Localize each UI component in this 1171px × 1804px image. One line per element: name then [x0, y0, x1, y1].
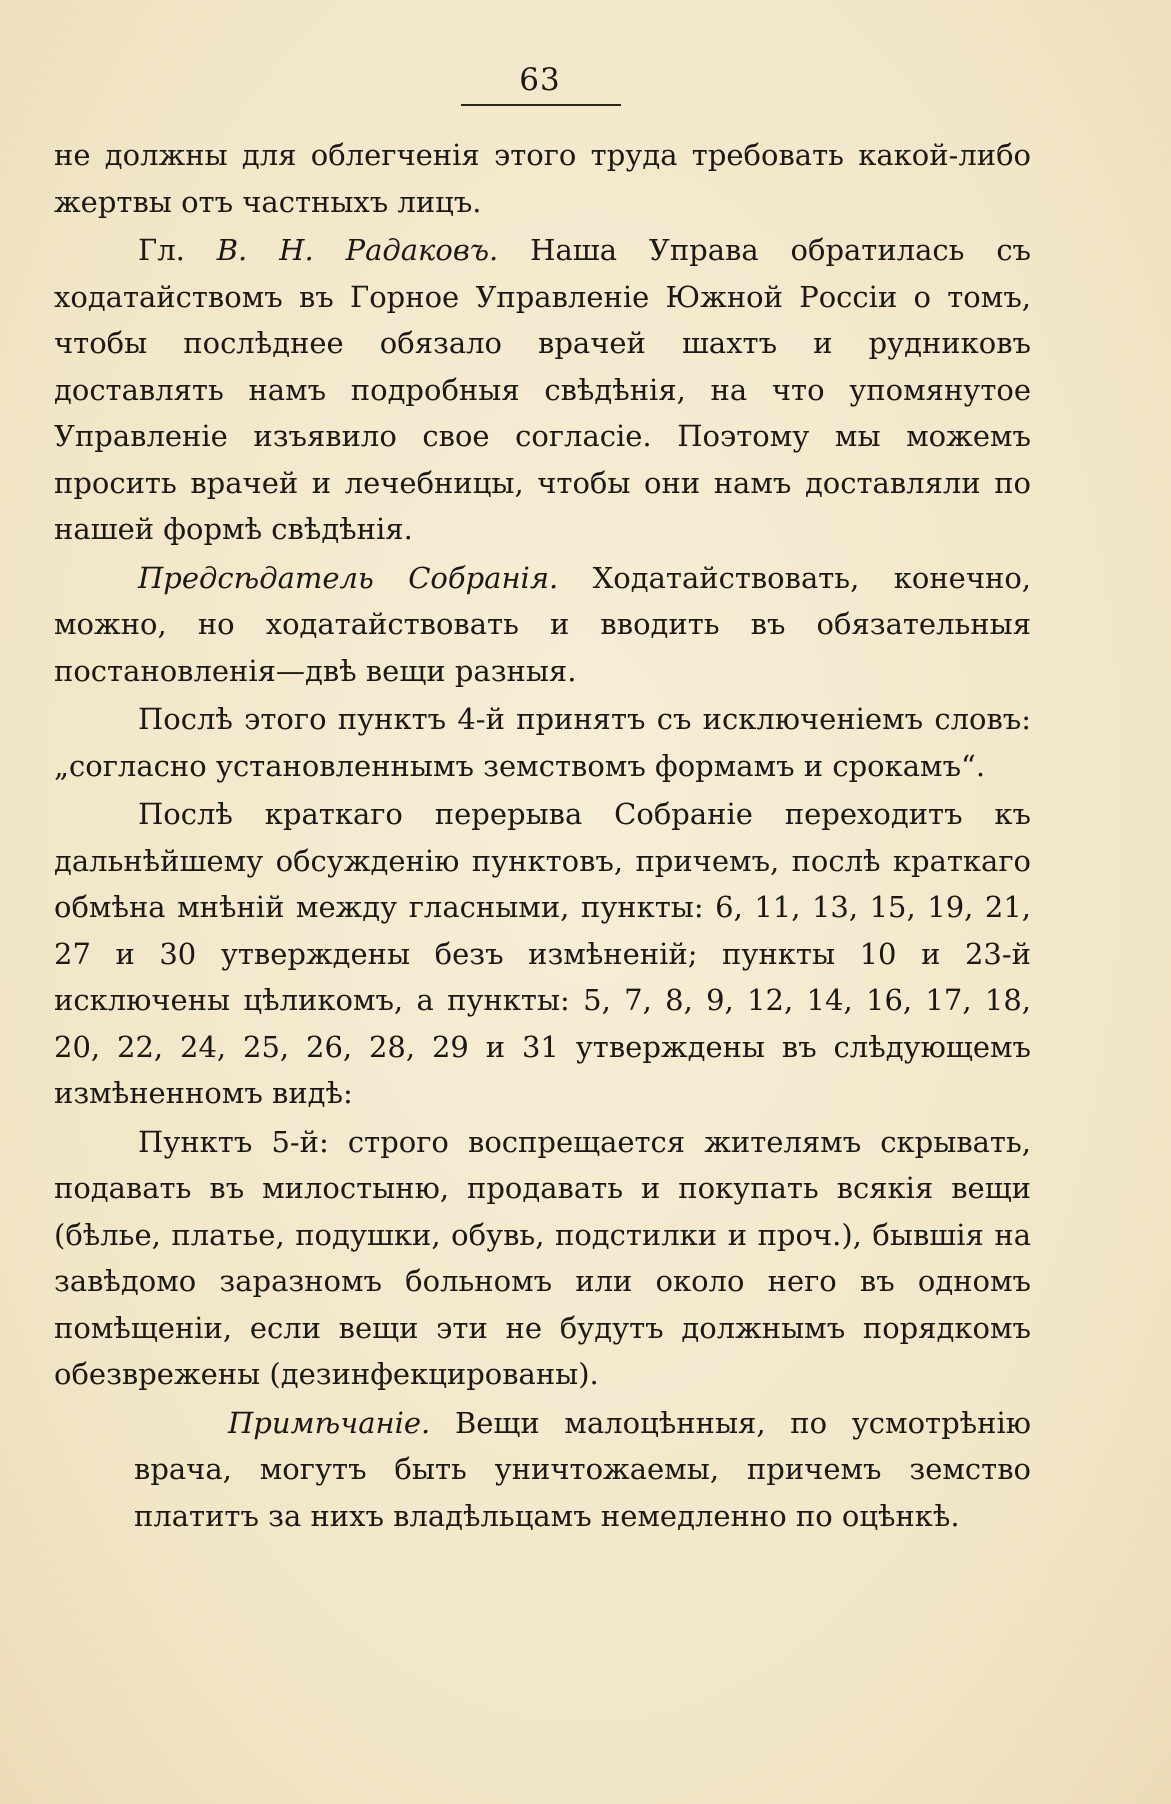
paragraph-text: Пунктъ 5-й: строго воспрещается жителямъ скрывать, подавать въ милостыню, продавать и покупать всякія вещи (бѣлье, платье, подушки, обувь, подстилки и проч.), бывшія на завѣдомо заразномъ больномъ или около него въ одномъ помѣщеніи, если вещи эти не будутъ должнымъ порядкомъ обезврежены (дезинфекцированы). [54, 1124, 1031, 1391]
paragraph-point-4 [54, 696, 1031, 789]
speaker-name: Предсѣдатель Собранія. [138, 560, 559, 595]
paragraph-text: Ходатайствовать, конечно, можно, но ходатайствовать и вводить въ обязательныя постановленія—двѣ вещи разныя. [54, 560, 1031, 688]
paragraph-chairman [54, 555, 1031, 695]
page-number: 63 [519, 62, 561, 98]
paragraph-text: Послѣ краткаго перерыва Собраніе переходитъ къ дальнѣйшему обсужденію пунктовъ, причемъ, послѣ краткаго обмѣна мнѣній между гласными, пункты: 6, 11, 13, 15, 19, 21, 27 и 30 утверждены безъ измѣненій; пункты 10 и 23-й исключены цѣликомъ, а пункты: 5, 7, 8, 9, 12, 14, 16, 17, 18, 20, 22, 24, 25, 26, 28, 29 и 31 утверждены въ слѣдующемъ измѣненномъ видѣ: [54, 797, 1031, 1110]
paragraph-radakov [54, 227, 1031, 553]
paragraph-point-5 [54, 1119, 1031, 1398]
paragraph-points-discussion [54, 791, 1031, 1117]
speaker-prefix: Гл. [138, 233, 217, 267]
paragraph-text: Вещи малоцѣнныя, по усмотрѣнію врача, могутъ быть уничтожаемы, причемъ земство платитъ за нихъ владѣльцамъ немедленно по оцѣнкѣ. [134, 1405, 1031, 1533]
paragraph-continuation [54, 132, 1031, 225]
paragraph-text: Наша Управа обратилась съ ходатайствомъ въ Горное Управленіе Южной Россіи о томъ, чтобы послѣднее обязало врачей шахтъ и рудниковъ доставлять намъ подробныя свѣдѣнія, на что упомянутое Управленіе изъявило свое согласіе. Поэтому мы можемъ просить врачей и лечебницы, чтобы они намъ доставляли по нашей формѣ свѣдѣнія. [54, 233, 1032, 546]
note-label: Примѣчаніе. [228, 1405, 431, 1440]
paragraph-text: не должны для облегченія этого труда требовать какой-либо жертвы отъ частныхъ лицъ. [54, 138, 1031, 219]
header-rule [461, 104, 621, 106]
speaker-name: В. Н. Радаковъ. [216, 233, 499, 267]
page-body [54, 132, 1031, 1539]
paragraph-note [134, 1400, 1031, 1540]
paragraph-text: Послѣ этого пунктъ 4-й принятъ съ исключеніемъ словъ: „согласно установленнымъ земствомъ формамъ и срокамъ“. [54, 702, 1031, 783]
